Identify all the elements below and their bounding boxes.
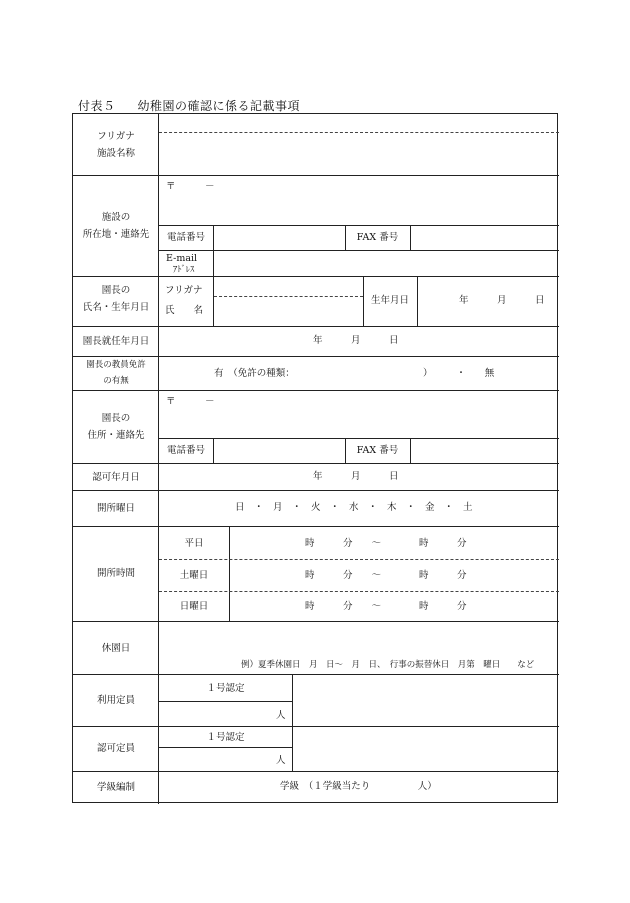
director-address-label-1: 園長の <box>101 413 131 424</box>
approval-date-ymd: 年 月 日 <box>313 471 399 482</box>
capacity-approved-cert: １号認定 <box>206 732 245 743</box>
director-label-1: 園長の <box>101 285 131 296</box>
director-license-label-1: 園長の教員免許 <box>86 360 146 370</box>
director-license-label-2: の有無 <box>103 376 129 386</box>
facility-postal-mark: 〒 <box>166 181 176 192</box>
director-label-2: 氏名・生年月日 <box>82 302 150 313</box>
open-hours-label: 開所時間 <box>96 568 135 579</box>
class-org-label: 学級編制 <box>96 782 135 793</box>
open-hours-saturday: 土曜日 <box>179 570 209 581</box>
capacity-use-cert: １号認定 <box>206 683 245 694</box>
open-days-label: 開所曜日 <box>96 503 135 514</box>
director-appointed-label: 園長就任年月日 <box>82 336 150 347</box>
capacity-use-label: 利用定員 <box>96 695 135 706</box>
open-hours-saturday-time: 時 分 ～ 時 分 <box>305 570 467 581</box>
open-hours-weekday: 平日 <box>184 538 204 549</box>
facility-phone-label: 電話番号 <box>166 232 205 243</box>
facility-fax-label: FAX 番号 <box>356 232 399 243</box>
facility-furigana-label: フリガナ <box>97 131 135 142</box>
facility-name-label: 施設名称 <box>96 148 135 159</box>
approval-date-label: 認可年月日 <box>92 472 140 483</box>
facility-address-label-2: 所在地・連絡先 <box>82 229 150 240</box>
open-hours-weekday-time: 時 分 ～ 時 分 <box>305 538 467 549</box>
class-org-text: 学級 （１学級当たり 人） <box>280 781 437 792</box>
facility-postal-dash: － <box>205 181 215 192</box>
director-address-label-2: 住所・連絡先 <box>87 430 145 441</box>
title-text: 幼稚園の確認に係る記載事項 <box>137 99 301 113</box>
director-postal-dash: － <box>205 396 215 407</box>
director-postal-mark: 〒 <box>166 396 176 407</box>
form-title <box>78 97 300 114</box>
open-days-text: 日 ・ 月 ・ 火 ・ 水 ・ 木 ・ 金 ・ 土 <box>235 502 473 513</box>
closed-days-example: 例）夏季休園日 月 日～ 月 日、 行事の振替休日 月第 曜日 など <box>241 660 535 670</box>
open-hours-sunday-time: 時 分 ～ 時 分 <box>305 601 467 612</box>
open-hours-sunday: 日曜日 <box>179 601 209 612</box>
director-license-text: 有 （免許の種類： ） ・ 無 <box>214 368 495 379</box>
title-prefix: 付表５ <box>78 99 116 113</box>
facility-address-label-1: 施設の <box>101 212 131 223</box>
closed-days-label: 休園日 <box>101 643 131 654</box>
director-birth-label: 生年月日 <box>370 295 409 306</box>
director-appointed-ymd: 年 月 日 <box>313 335 399 346</box>
facility-email-label-2: ｱﾄﾞﾚｽ <box>173 265 195 275</box>
capacity-approved-label: 認可定員 <box>96 743 135 754</box>
director-phone-label: 電話番号 <box>166 445 205 456</box>
director-name-label: 氏 名 <box>165 305 204 316</box>
director-fax-label: FAX 番号 <box>356 445 399 456</box>
confirmation-form-table <box>72 113 558 803</box>
capacity-use-unit: 人 <box>276 710 286 721</box>
capacity-approved-unit: 人 <box>276 755 286 766</box>
director-furigana-label: フリガナ <box>165 285 203 296</box>
facility-email-label-1: E-mail <box>166 253 198 264</box>
director-birth-ymd: 年 月 日 <box>459 295 545 306</box>
